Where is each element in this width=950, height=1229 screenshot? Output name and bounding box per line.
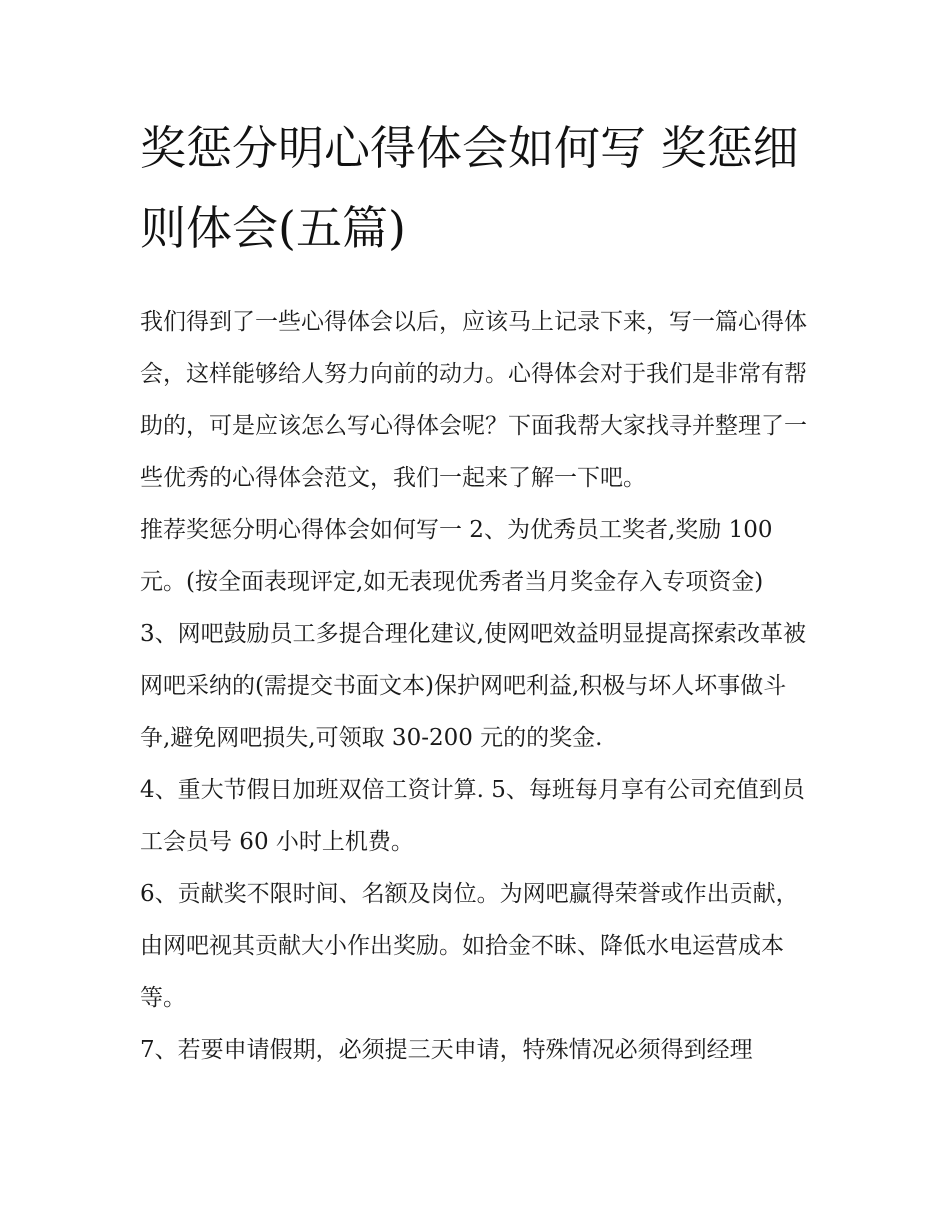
document-title: 奖惩分明心得体会如何写 奖惩细则体会(五篇) (140, 121, 799, 255)
document-content (140, 108, 815, 1076)
paragraph-rule-7: 7、若要申请假期，必须提三天申请，特殊情况必须得到经理 (140, 1037, 753, 1063)
paragraph-intro: 我们得到了一些心得体会以后，应该马上记录下来，写一篇心得体会，这样能够给人努力向前的动力。心得体会对于我们是非常有帮助的，可是应该怎么写心得体会呢？下面我帮大家找寻并整理了一些优秀的心得体会范文，我们一起来了解一下吧。 (140, 309, 807, 491)
paragraph-rule-4-5: 4、重大节假日加班双倍工资计算. 5、每班每月享有公司充值到员工会员号 60 小时上机费。 (140, 777, 805, 855)
paragraph-rule-2: 推荐奖惩分明心得体会如何写一 2、为优秀员工奖者,奖励 100 元。(按全面表现评定,如无表现优秀者当月奖金存入专项资金) (140, 517, 773, 595)
paragraph-rule-6: 6、贡献奖不限时间、名额及岗位。为网吧赢得荣誉或作出贡献，由网吧视其贡献大小作出奖励。如拾金不昧、降低水电运营成本等。 (140, 881, 799, 1011)
document-body (140, 296, 815, 1076)
paragraph-rule-3: 3、网吧鼓励员工多提合理化建议,使网吧效益明显提高探索改革被网吧采纳的(需提交书面文本)保护网吧利益,积极与坏人坏事做斗争,避免网吧损失,可领取 30-200 元的的奖金. (140, 621, 806, 751)
